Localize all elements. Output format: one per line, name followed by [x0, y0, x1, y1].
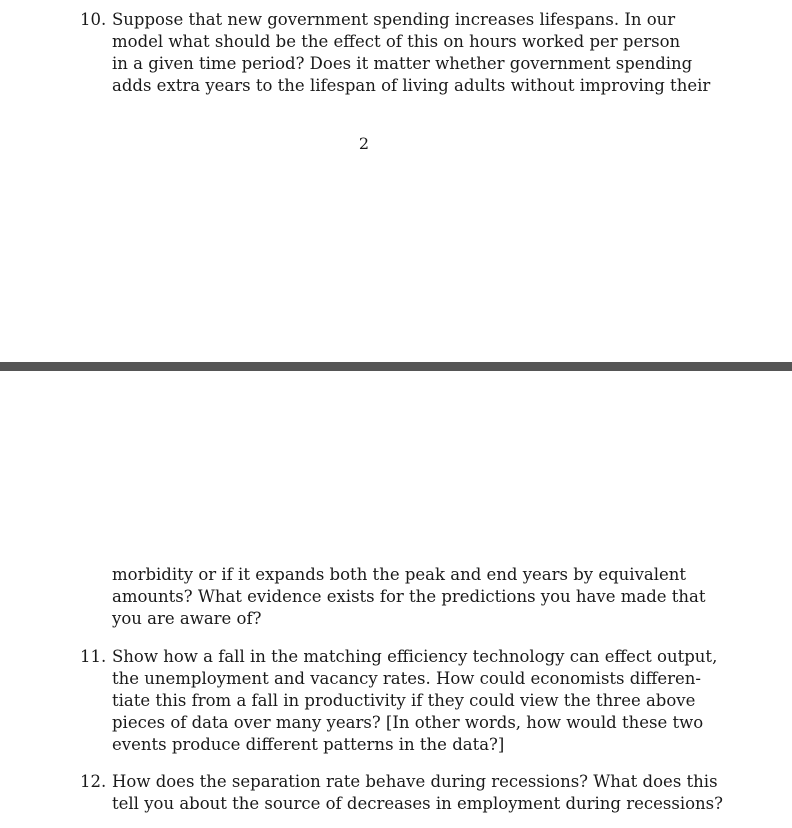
question-10-continued [80, 564, 706, 630]
question-text [112, 771, 723, 815]
text-line: Suppose that new government spending increases lifespans. In our [112, 10, 676, 29]
text-line: model what should be the effect of this on hours worked per person [112, 32, 681, 51]
text-line: events produce different patterns in the data?] [112, 735, 505, 754]
page-top [0, 0, 792, 362]
question-number: 10. [80, 10, 107, 29]
text-line: the unemployment and vacancy rates. How could economists differen- [112, 669, 701, 688]
question-10 [80, 9, 711, 97]
text-line: How does the separation rate behave during recessions? What does this [112, 772, 718, 791]
text-line: in a given time period? Does it matter whether government spending [112, 54, 693, 73]
text-line: Show how a fall in the matching efficiency technology can effect output, [112, 647, 718, 666]
text-line: adds extra years to the lifespan of living adults without improving their [112, 76, 711, 95]
text-line: tell you about the source of decreases in employment during recessions? [112, 794, 723, 813]
page-number: 2 [358, 134, 370, 153]
text-line: morbidity or if it expands both the peak and end years by equivalent [112, 565, 687, 584]
question-number: 11. [80, 647, 107, 666]
text-line: amounts? What evidence exists for the predictions you have made that [112, 587, 706, 606]
question-text [112, 9, 711, 97]
question-number: 12. [80, 772, 107, 791]
page-bottom [0, 371, 792, 828]
text-line: you are aware of? [112, 609, 262, 628]
text-line: tiate this from a fall in productivity if they could view the three above [112, 691, 696, 710]
question-11 [80, 646, 718, 756]
text-line: pieces of data over many years? [In other words, how would these two [112, 713, 704, 732]
question-text [112, 564, 706, 630]
question-text [112, 646, 718, 756]
question-12 [80, 771, 723, 815]
page-divider [0, 362, 792, 371]
